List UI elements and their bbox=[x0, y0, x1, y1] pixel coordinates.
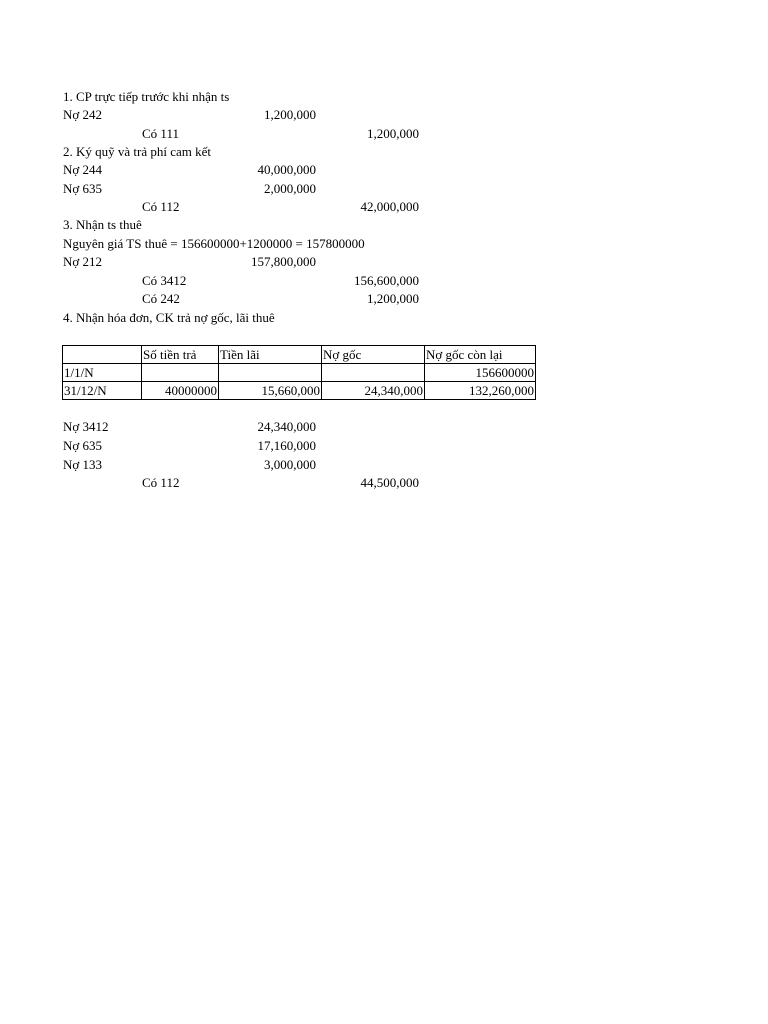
debit-amount: 17,160,000 bbox=[257, 438, 316, 453]
credit-account: Có 111 bbox=[142, 126, 179, 141]
section-4-title: 4. Nhận hóa đơn, CK trả nợ gốc, lãi thuê bbox=[63, 310, 275, 325]
debit-account: Nợ 242 bbox=[63, 107, 103, 122]
debit-amount: 24,340,000 bbox=[257, 419, 316, 434]
credit-amount: 44,500,000 bbox=[360, 475, 419, 490]
table-header-cell: Nợ gốc bbox=[322, 346, 425, 364]
debit-amount: 1,200,000 bbox=[264, 107, 316, 122]
table-header-cell: Số tiền trả bbox=[142, 346, 219, 364]
debit-account: Nợ 212 bbox=[63, 254, 103, 269]
table-cell bbox=[142, 364, 219, 382]
credit-account: Có 112 bbox=[142, 475, 180, 490]
table-header-cell bbox=[63, 346, 142, 364]
table-cell: 31/12/N bbox=[63, 382, 142, 400]
debit-amount: 40,000,000 bbox=[257, 162, 316, 177]
table-header-row bbox=[63, 346, 536, 364]
table-cell bbox=[219, 364, 322, 382]
lease-schedule-table bbox=[62, 345, 536, 400]
section-3-title: 3. Nhận ts thuê bbox=[63, 217, 142, 232]
debit-account: Nợ 635 bbox=[63, 181, 103, 196]
table-cell: 24,340,000 bbox=[322, 382, 425, 400]
table-row bbox=[63, 382, 536, 400]
debit-account: Nợ 3412 bbox=[63, 419, 109, 434]
table-cell: 40000000 bbox=[142, 382, 219, 400]
table-header-cell: Tiền lãi bbox=[219, 346, 322, 364]
debit-amount: 3,000,000 bbox=[264, 457, 316, 472]
credit-amount: 42,000,000 bbox=[360, 199, 419, 214]
section-1-title: 1. CP trực tiếp trước khi nhận ts bbox=[63, 89, 230, 104]
table-row bbox=[63, 364, 536, 382]
debit-account: Nợ 635 bbox=[63, 438, 103, 453]
section-2-title: 2. Ký quỹ và trả phí cam kết bbox=[63, 144, 212, 159]
credit-amount: 1,200,000 bbox=[367, 291, 419, 306]
credit-account: Có 242 bbox=[142, 291, 180, 306]
credit-account: Có 112 bbox=[142, 199, 180, 214]
table-cell: 132,260,000 bbox=[425, 382, 536, 400]
debit-amount: 2,000,000 bbox=[264, 181, 316, 196]
debit-amount: 157,800,000 bbox=[251, 254, 316, 269]
table-cell: 156600000 bbox=[425, 364, 536, 382]
table-cell: 1/1/N bbox=[63, 364, 142, 382]
debit-account: Nợ 133 bbox=[63, 457, 103, 472]
table-cell bbox=[322, 364, 425, 382]
debit-account: Nợ 244 bbox=[63, 162, 103, 177]
table-header-cell: Nợ gốc còn lại bbox=[425, 346, 536, 364]
credit-amount: 156,600,000 bbox=[354, 273, 419, 288]
credit-account: Có 3412 bbox=[142, 273, 187, 288]
cost-formula: Nguyên giá TS thuê = 156600000+1200000 = 157800000 bbox=[63, 236, 365, 251]
credit-amount: 1,200,000 bbox=[367, 126, 419, 141]
table-cell: 15,660,000 bbox=[219, 382, 322, 400]
